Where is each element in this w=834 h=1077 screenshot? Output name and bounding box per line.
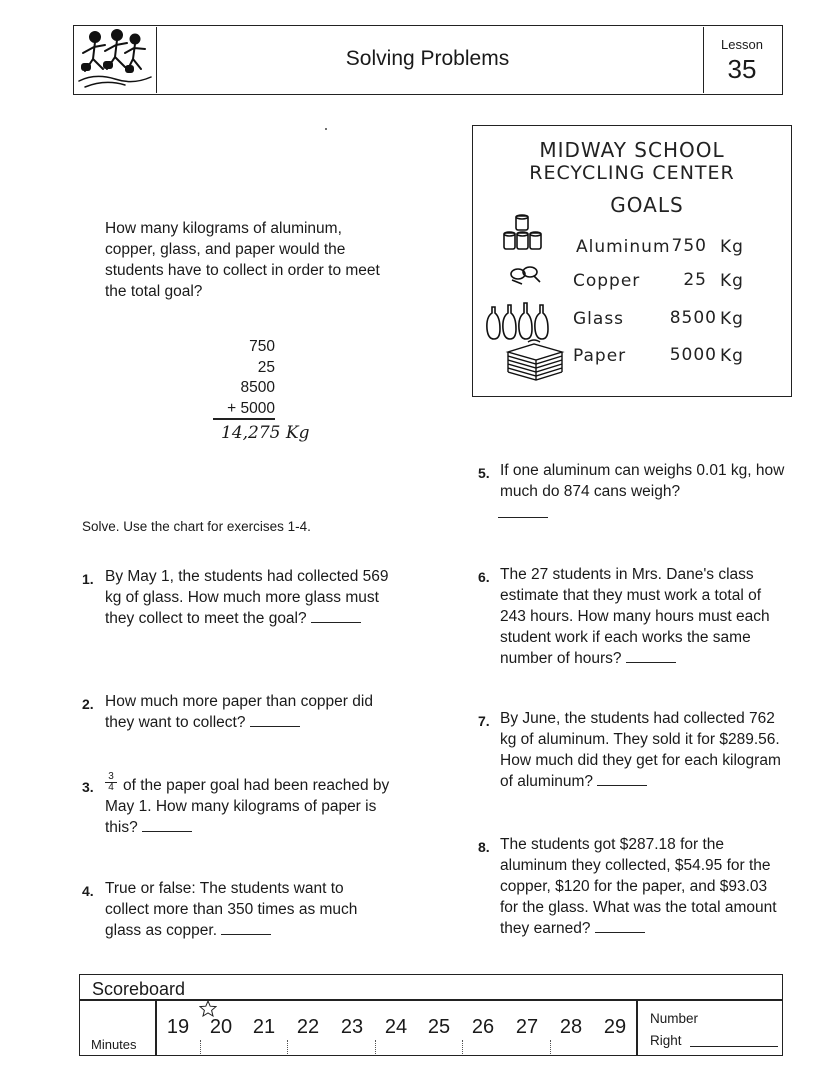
minutes-label: Minutes [91,1037,137,1052]
scoreboard-divider [636,999,638,1056]
problem-5-number: 5. [478,465,490,481]
problem-7 [500,708,785,792]
minute-cell[interactable]: 25 [427,1016,451,1038]
star-outline-icon [199,1000,217,1017]
problem-1-number: 1. [82,571,94,587]
chart-row-glass-value: 8500 [669,308,717,328]
problem-1-text: By May 1, the students had collected 569 kg of glass. How much more glass must they collect to meet the goal? [105,568,389,627]
minute-cell[interactable]: 24 [384,1016,408,1038]
minute-cell[interactable]: 21 [252,1016,276,1038]
addend: 750 [249,338,275,355]
cell-tick [287,1040,288,1054]
answer-blank[interactable] [498,517,548,518]
number-right-blank[interactable] [690,1046,778,1047]
problem-3 [105,775,390,838]
handwritten-answer: 14,275 Kg [221,423,310,443]
answer-blank[interactable] [311,610,361,623]
answer-blank[interactable] [595,920,645,933]
problem-2 [105,691,390,733]
answer-blank[interactable] [597,773,647,786]
copper-wire-icon [508,264,544,286]
chart-row-paper-name: Paper [573,346,627,366]
number-right-label-line2: Right [650,1033,682,1048]
cell-tick [375,1040,376,1054]
minute-cell[interactable]: 29 [603,1016,627,1038]
chart-row-aluminum-value: 750 [671,236,707,256]
minute-cell[interactable]: 22 [296,1016,320,1038]
answer-blank[interactable] [142,819,192,832]
chart-goals-label: GOALS [610,193,684,217]
chart-title-line2: RECYCLING CENTER [529,162,735,184]
chart-row-copper-value: 25 [683,270,707,290]
problem-4-number: 4. [82,883,94,899]
answer-blank[interactable] [626,650,676,663]
problem-2-text: How much more paper than copper did they want to collect? [105,693,373,731]
minute-cell[interactable]: 19 [166,1016,190,1038]
cell-tick [462,1040,463,1054]
problem-1 [105,566,390,629]
scoreboard-title: Scoreboard [92,979,186,999]
problem-6-number: 6. [478,569,490,585]
lesson-number: 35 [727,54,757,84]
problem-5 [500,460,785,502]
lesson-label: Lesson [721,37,763,52]
problem-7-text: By June, the students had collected 762 kg of aluminum. They sold it for $289.56. How much did they get for each kilogram of aluminum? [500,710,781,790]
problem-6-text: The 27 students in Mrs. Dane's class estimate that they must work a total of 243 hours. How many hours must each student work if each works the same number of hours? [500,566,770,667]
problem-3-number: 3. [82,779,94,795]
minute-cell[interactable]: 26 [471,1016,495,1038]
chart-row-aluminum-name: Aluminum [576,237,671,257]
problem-4 [105,878,390,941]
addend: + 5000 [227,399,275,417]
problem-8-number: 8. [478,839,490,855]
intro-question: How many kilograms of aluminum, copper, glass, and paper would the students have to collect in order to meet the total goal? [105,220,380,300]
chart-row-copper-unit: Kg [720,271,744,291]
problem-8 [500,834,785,939]
problem-3-text: of the paper goal had been reached by May 1. How many kilograms of paper is this? [105,777,390,836]
runners-illustration-icon [75,27,155,91]
minute-cell[interactable]: 27 [515,1016,539,1038]
chart-title-line1: MIDWAY SCHOOL [539,138,725,162]
minute-cell[interactable]: 28 [559,1016,583,1038]
problem-7-number: 7. [478,713,490,729]
addend: 25 [257,358,275,376]
answer-blank[interactable] [250,714,300,727]
fraction-denominator: 4 [105,782,117,793]
addition-problem [215,337,275,419]
minute-cell[interactable]: 20 [209,1016,233,1038]
bottles-icon [484,299,554,341]
answer-blank[interactable] [221,922,271,935]
cell-tick [200,1040,201,1054]
number-right-label-line1: Number [650,1011,699,1026]
chart-row-paper-value: 5000 [669,345,717,365]
paper-stack-icon [504,338,566,386]
cell-tick [550,1040,551,1054]
minute-cell[interactable]: 23 [340,1016,364,1038]
problem-2-number: 2. [82,696,94,712]
addend: 8500 [240,379,275,396]
stray-dot [325,128,327,130]
logo-cell [75,27,157,93]
chart-row-copper-name: Copper [573,271,641,291]
problem-8-text: The students got $287.18 for the aluminum they collected, $54.95 for the copper, $120 for the paper, and $93.03 for the glass. What was the total amount they earned? [500,836,777,937]
chart-row-glass-name: Glass [573,309,625,329]
problem-6 [500,564,785,669]
sum-line [213,418,275,420]
chart-row-aluminum-unit: Kg [720,237,744,257]
instructions: Solve. Use the chart for exercises 1-4. [82,519,311,534]
problem-4-text: True or false: The students want to collect more than 350 times as much glass as copper. [105,880,358,939]
page-title: Solving Problems [345,47,510,70]
chart-row-paper-unit: Kg [720,346,744,366]
chart-row-glass-unit: Kg [720,309,744,329]
problem-5-text: If one aluminum can weighs 0.01 kg, how much do 874 cans weigh? [500,462,785,500]
fraction-numerator: 3 [108,771,114,782]
cans-icon [500,213,552,255]
